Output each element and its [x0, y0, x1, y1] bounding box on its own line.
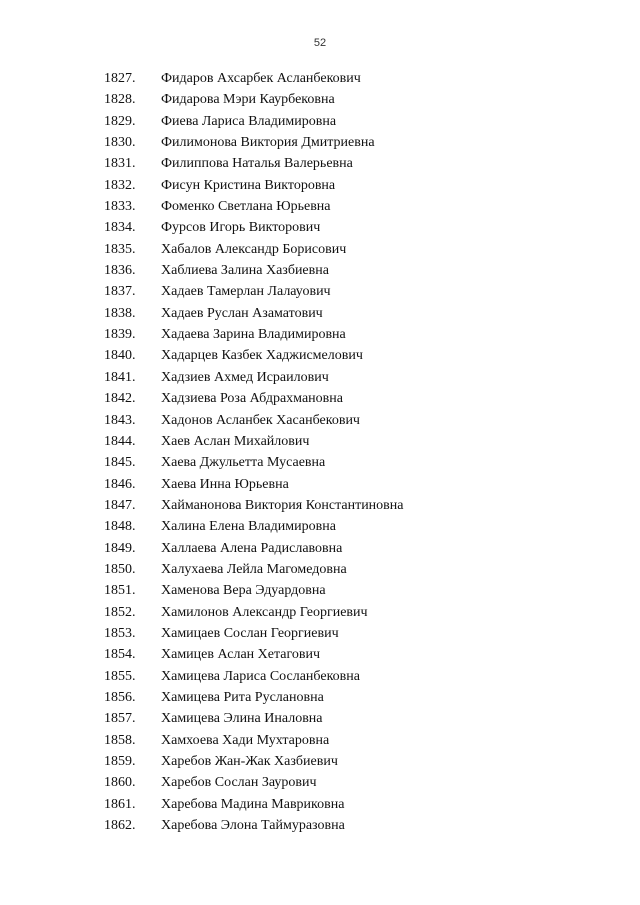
entry-number: 1854.	[104, 647, 136, 663]
entry-number: 1832.	[104, 177, 136, 193]
entry-number: 1859.	[104, 754, 136, 769]
entry-name: Фисун Кристина Викторовна	[161, 177, 336, 193]
entry-number: 1835.	[104, 241, 136, 257]
list-item	[0, 132, 640, 153]
entry-number: 1827.	[104, 71, 136, 86]
entry-name: Хадзиева Роза Абдрахмановна	[161, 391, 343, 407]
entry-number: 1844.	[104, 433, 136, 449]
entry-name: Хадонов Асланбек Хасанбекович	[161, 412, 360, 428]
name-list	[0, 68, 640, 836]
entry-number: 1834.	[104, 220, 136, 236]
entry-name: Хаев Аслан Михайлович	[161, 433, 310, 449]
list-item	[0, 580, 640, 601]
list-item	[0, 303, 640, 324]
entry-number: 1847.	[104, 497, 136, 513]
list-item	[0, 281, 640, 302]
entry-name: Хабалов Александр Борисович	[161, 241, 347, 257]
list-item	[0, 388, 640, 409]
list-item	[0, 111, 640, 132]
list-item	[0, 474, 640, 495]
entry-number: 1837.	[104, 284, 136, 300]
list-item	[0, 602, 640, 623]
list-item	[0, 495, 640, 516]
entry-name: Хадзиев Ахмед Исраилович	[161, 369, 329, 385]
entry-number: 1856.	[104, 689, 136, 705]
list-item	[0, 217, 640, 238]
list-item	[0, 815, 640, 836]
entry-number: 1833.	[104, 199, 136, 215]
list-item	[0, 666, 640, 687]
list-item	[0, 687, 640, 708]
entry-number: 1829.	[104, 113, 136, 129]
list-item	[0, 708, 640, 729]
list-item	[0, 559, 640, 580]
entry-name: Хамхоева Хади Мухтаровна	[161, 732, 330, 748]
entry-name: Хамицева Рита Руслановна	[161, 689, 324, 705]
list-item	[0, 89, 640, 110]
entry-number: 1857.	[104, 711, 136, 727]
list-item	[0, 730, 640, 751]
entry-name: Хамицева Лариса Сосланбековна	[161, 668, 360, 684]
entry-number: 1861.	[104, 796, 136, 812]
entry-name: Хамицаев Сослан Георгиевич	[161, 625, 339, 641]
entry-number: 1851.	[104, 583, 136, 599]
entry-number: 1841.	[104, 369, 136, 385]
entry-name: Халухаева Лейла Магомедовна	[161, 561, 347, 577]
entry-name: Хаева Джульетта Мусаевна	[161, 455, 326, 471]
entry-number: 1848.	[104, 519, 136, 535]
list-item	[0, 772, 640, 793]
entry-name: Фидарова Мэри Каурбековна	[161, 92, 335, 108]
list-item	[0, 260, 640, 281]
entry-number: 1843.	[104, 412, 136, 428]
entry-name: Хадаева Зарина Владимировна	[161, 327, 346, 343]
list-item	[0, 367, 640, 388]
entry-number: 1838.	[104, 305, 136, 321]
entry-name: Хамицева Элина Иналовна	[161, 711, 323, 727]
entry-number: 1830.	[104, 135, 136, 151]
list-item	[0, 644, 640, 665]
list-item	[0, 410, 640, 431]
entry-name: Фурсов Игорь Викторович	[161, 220, 321, 236]
list-item	[0, 68, 640, 89]
entry-name: Филимонова Виктория Дмитриевна	[161, 135, 375, 151]
entry-number: 1853.	[104, 625, 136, 641]
entry-number: 1840.	[104, 348, 136, 364]
entry-name: Хадаев Тамерлан Лалауович	[161, 284, 331, 300]
entry-name: Харебов Жан-Жак Хазбиевич	[161, 754, 338, 769]
entry-name: Халлаева Алена Радиславовна	[161, 540, 343, 556]
entry-name: Хадарцев Казбек Хаджисмелович	[161, 348, 363, 364]
list-item	[0, 324, 640, 345]
entry-name: Фидаров Ахсарбек Асланбекович	[161, 71, 361, 86]
entry-name: Фоменко Светлана Юрьевна	[161, 199, 331, 215]
entry-number: 1855.	[104, 668, 136, 684]
entry-number: 1828.	[104, 92, 136, 108]
list-item	[0, 239, 640, 260]
entry-name: Хайманонова Виктория Константиновна	[161, 497, 404, 513]
entry-number: 1850.	[104, 561, 136, 577]
entry-number: 1831.	[104, 156, 136, 172]
entry-number: 1849.	[104, 540, 136, 556]
entry-number: 1846.	[104, 476, 136, 492]
list-item	[0, 751, 640, 772]
list-item	[0, 431, 640, 452]
entry-number: 1862.	[104, 818, 136, 834]
list-item	[0, 623, 640, 644]
list-item	[0, 196, 640, 217]
list-item	[0, 794, 640, 815]
entry-number: 1858.	[104, 732, 136, 748]
entry-number: 1860.	[104, 775, 136, 791]
list-item	[0, 175, 640, 196]
page-number: 52	[313, 37, 327, 49]
entry-name: Хамицев Аслан Хетагович	[161, 647, 321, 663]
entry-name: Харебова Элона Таймуразовна	[161, 818, 345, 834]
list-item	[0, 516, 640, 537]
entry-name: Хаменова Вера Эдуардовна	[161, 583, 326, 599]
entry-name: Хадаев Руслан Азаматович	[161, 305, 323, 321]
entry-name: Харебов Сослан Заурович	[161, 775, 317, 791]
entry-name: Фиева Лариса Владимировна	[161, 113, 337, 129]
entry-number: 1836.	[104, 263, 136, 279]
entry-name: Хаева Инна Юрьевна	[161, 476, 289, 492]
entry-name: Халина Елена Владимировна	[161, 519, 336, 535]
list-item	[0, 538, 640, 559]
entry-number: 1845.	[104, 455, 136, 471]
list-item	[0, 452, 640, 473]
entry-name: Хаблиева Залина Хазбиевна	[161, 263, 329, 279]
entry-number: 1842.	[104, 391, 136, 407]
entry-name: Хамилонов Александр Георгиевич	[161, 604, 368, 620]
entry-number: 1852.	[104, 604, 136, 620]
entry-number: 1839.	[104, 327, 136, 343]
list-item	[0, 345, 640, 366]
list-item	[0, 153, 640, 174]
entry-name: Харебова Мадина Мавриковна	[161, 796, 345, 812]
entry-name: Филиппова Наталья Валерьевна	[161, 156, 353, 172]
